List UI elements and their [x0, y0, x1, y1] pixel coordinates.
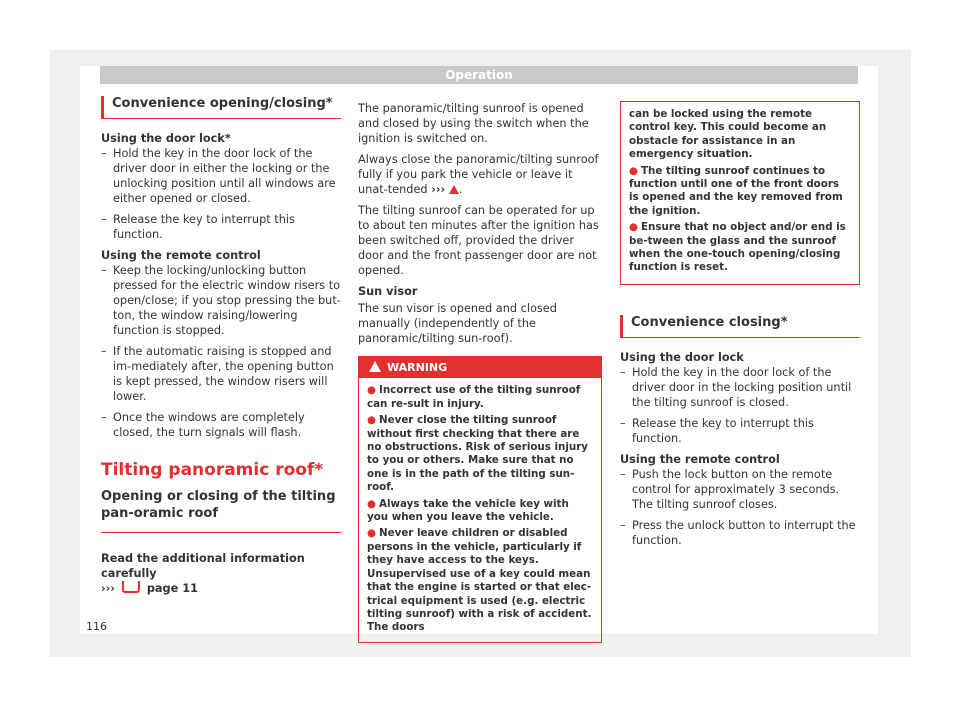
warning-icon[interactable]: [449, 185, 459, 194]
paragraph: The tilting sunroof can be operated for up to about ten minutes after the ignition has been switched off, provided the driver door and the front passenger door are not opened.: [358, 204, 599, 277]
list-item: – Hold the key in the door lock of the driver door in the locking position until the tilting sunroof is closed.: [620, 365, 860, 410]
bullet-icon: ●: [367, 414, 376, 427]
remote-control-label: Using the remote control: [101, 249, 261, 262]
list-item: – If the automatic raising is stopped and im-mediately after, the opening button is kept pressed, the window risers will lower.: [101, 344, 341, 404]
page-number: 116: [86, 620, 107, 633]
book-icon: [122, 581, 140, 593]
warning-list: [359, 378, 601, 641]
warning-continued-text: can be locked using the remote control key. This could become an obstacle for assistance in an emergency situation.: [629, 108, 827, 161]
list-item: ● Incorrect use of the tilting sunroof can re-sult in injury.: [367, 384, 581, 410]
warning-box: [358, 356, 602, 643]
remote-control-list: [620, 467, 860, 548]
bullet-icon: ●: [367, 384, 376, 397]
door-lock-label: Using the door lock*: [101, 132, 231, 145]
list-item: – Push the lock button on the remote control for approximately 3 seconds. The tilting sunroof closes.: [620, 467, 860, 512]
warning-icon: [369, 361, 381, 372]
list-item: ● Always take the vehicle key with you when you leave the vehicle.: [367, 497, 569, 524]
column-1: [101, 96, 341, 596]
paragraph-with-warning-ref: Always close the panoramic/tilting sunroof fully if you park the vehicle or leave it unat-tended ››› .: [358, 153, 599, 196]
list-item: ● Ensure that no object and/or end is be-tween the glass and the sunroof when the one-touch opening/closing function is reset.: [629, 221, 846, 274]
read-more-text: Read the additional information carefully: [101, 552, 305, 580]
bullet-icon: ●: [629, 221, 638, 234]
reference-arrow: ›››: [101, 582, 115, 595]
section-title-convenience-opening: Convenience opening/closing*: [101, 96, 341, 119]
door-lock-list: [620, 365, 860, 446]
list-item: – Keep the locking/unlocking button pressed for the electric window risers to open/close; if you stop pressing the but-ton, the window raising/lowering function is stopped.: [101, 263, 341, 338]
page-reference[interactable]: [101, 581, 341, 596]
warning-header: [359, 357, 601, 378]
paragraph-text: Always close the panoramic/tilting sunroof fully if you park the vehicle or leave it unat-tended: [358, 153, 599, 196]
section-header: Operation: [100, 66, 858, 84]
bullet-icon: ●: [367, 527, 376, 540]
list-item: ● Never close the tilting sunroof without first checking that there are no obstructions. Risk of serious injury to you or others. Make sure that no one is in the path of the tilting sun-roof.: [367, 414, 588, 494]
bullet-icon: ●: [367, 497, 376, 510]
page-reference-text: page 11: [146, 582, 198, 595]
chapter-title: Tilting panoramic roof*: [101, 460, 324, 480]
door-lock-label: Using the door lock: [620, 350, 744, 364]
column-2: [358, 101, 602, 643]
list-item: ● The tilting sunroof continues to function until one of the front doors is opened and the key removed from the ignition.: [629, 164, 843, 217]
column-3: [620, 101, 860, 554]
subsection-title: Opening or closing of the tilting pan-oramic roof: [101, 488, 341, 533]
warning-box-continued: [620, 101, 860, 285]
remote-control-list: [101, 263, 341, 440]
reference-arrow: ›››: [431, 183, 446, 196]
door-lock-list: [101, 146, 341, 242]
warning-title: WARNING: [387, 361, 448, 374]
sun-visor-label: Sun visor: [358, 285, 418, 298]
list-item: – Release the key to interrupt this function.: [620, 416, 860, 446]
bullet-icon: ●: [629, 164, 638, 177]
list-item: – Hold the key in the door lock of the driver door in either the locking or the unlocking position until all windows are either opened or closed.: [101, 146, 341, 206]
list-item: ● Never leave children or disabled persons in the vehicle, particularly if they have access to the keys. Unsupervised use of a key could mean that the engine is started or that elec-trical equipment is used (e.g. electric tilting sunroof) with a risk of accident. The doors: [367, 527, 592, 634]
list-item: – Press the unlock button to interrupt the function.: [620, 518, 860, 548]
warning-list: [629, 165, 851, 275]
section-title-convenience-closing: Convenience closing*: [620, 315, 860, 338]
remote-control-label: Using the remote control: [620, 452, 780, 466]
paragraph: The panoramic/tilting sunroof is opened and closed by using the switch when the ignition is switched on.: [358, 102, 589, 145]
paragraph: The sun visor is opened and closed manually (independently of the panoramic/tilting sun-roof).: [358, 302, 557, 345]
list-item: – Once the windows are completely closed, the turn signals will flash.: [101, 410, 341, 440]
list-item: – Release the key to interrupt this function.: [101, 212, 341, 242]
